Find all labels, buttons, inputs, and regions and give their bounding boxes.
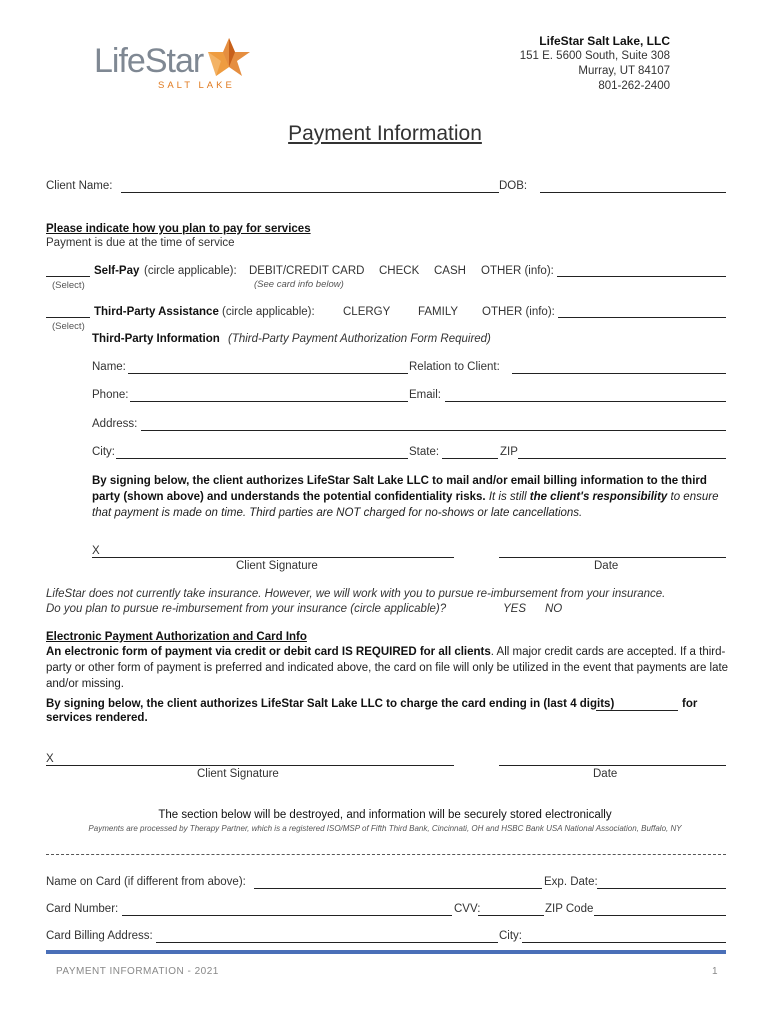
exp-date-label: Exp. Date: <box>544 876 598 888</box>
logo-wordmark: LifeStar <box>94 42 204 80</box>
auth-italic-text-1: It is still <box>488 491 527 503</box>
pay-section-subheading: Payment is due at the time of service <box>46 237 235 249</box>
logo-subtitle: SALT LAKE <box>158 80 235 91</box>
cvv-field[interactable] <box>478 915 544 916</box>
card-info-note: (See card info below) <box>254 279 344 290</box>
electronic-description <box>46 644 730 692</box>
tp-name-label: Name: <box>92 361 126 373</box>
company-address-block <box>520 34 670 94</box>
pay-section-heading: Please indicate how you plan to pay for services <box>46 223 311 235</box>
billing-address-label: Card Billing Address: <box>46 930 153 942</box>
option-debit-credit[interactable]: DEBIT/CREDIT CARD <box>249 265 365 277</box>
tp-email-field[interactable] <box>445 401 726 402</box>
company-name: LifeStar Salt Lake, LLC <box>539 34 670 48</box>
option-cash[interactable]: CASH <box>434 265 466 277</box>
signature-x-mark: X <box>92 545 100 557</box>
card-name-label: Name on Card (if different from above): <box>46 876 246 888</box>
cut-line-divider <box>46 854 726 855</box>
dob-label: DOB: <box>499 180 528 192</box>
third-party-info-label: Third-Party Information <box>92 333 220 345</box>
card-auth-line-2: services rendered. <box>46 712 148 724</box>
client-signature-field-2[interactable] <box>46 765 454 766</box>
electronic-heading: Electronic Payment Authorization and Card Info <box>46 631 307 643</box>
selfpay-select-field[interactable] <box>46 276 90 277</box>
billing-city-label: City: <box>499 930 522 942</box>
selfpay-other-field[interactable] <box>557 276 726 277</box>
date-field-2[interactable] <box>499 765 726 766</box>
cvv-label: CVV: <box>454 903 481 915</box>
option-other-selfpay[interactable]: OTHER (info): <box>481 265 554 277</box>
selfpay-circle-note: (circle applicable): <box>144 265 237 277</box>
auth-italic-bold-text: the client's responsibility <box>529 491 668 503</box>
address-line-1: 151 E. 5600 South, Suite 308 <box>519 50 670 62</box>
logo <box>94 36 254 92</box>
electronic-normal-text: . All major credit cards are accepted. If a third-party or other form of payment is preferred and indicated above, the card on file will only be utilized in the event that payments are late and/or missing. <box>46 646 729 690</box>
tp-address-field[interactable] <box>141 430 726 431</box>
card-number-label: Card Number: <box>46 903 119 915</box>
destroy-heading: The section below will be destroyed, and information will be securely stored electronically <box>158 809 612 821</box>
card-auth-line-1: By signing below, the client authorizes LifeStar Salt Lake LLC to charge the card ending in (last 4 digits) <box>46 698 615 710</box>
card-zip-field[interactable] <box>594 915 726 916</box>
dob-field[interactable] <box>540 192 726 193</box>
option-other-thirdparty[interactable]: OTHER (info): <box>482 306 555 318</box>
third-party-select-field[interactable] <box>46 317 90 318</box>
tp-zip-field[interactable] <box>518 458 726 459</box>
date-label-2: Date <box>593 768 618 780</box>
tp-relation-label: Relation to Client: <box>409 361 500 373</box>
insurance-yes-option[interactable]: YES <box>503 603 527 615</box>
option-check[interactable]: CHECK <box>379 265 420 277</box>
tp-phone-field[interactable] <box>130 401 408 402</box>
auth-bold-text: By signing below, the client authorizes LifeStar Salt Lake LLC to mail and/or email billing information to the third party (shown above) and understands the potential confidentiality risks. <box>92 475 707 503</box>
card-zip-label: ZIP Code <box>545 903 594 915</box>
tp-phone-label: Phone: <box>92 389 129 401</box>
third-party-circle-note: (circle applicable): <box>222 306 315 318</box>
processor-note: Payments are processed by Therapy Partner, which is a registered ISO/MSP of Fifth Third Bank, Cincinnati, OH and HSBC Bank USA National Association, Buffalo, NY <box>88 824 682 833</box>
insurance-line-2: Do you plan to pursue re-imbursement from your insurance (circle applicable)? <box>46 603 447 615</box>
date-field-1[interactable] <box>499 557 726 558</box>
page-footer-bar <box>46 950 726 954</box>
tp-relation-field[interactable] <box>512 373 726 374</box>
card-name-field[interactable] <box>254 888 542 889</box>
logo-star-icon <box>206 36 252 80</box>
client-signature-field-1[interactable] <box>92 557 454 558</box>
tp-city-field[interactable] <box>116 458 408 459</box>
client-signature-label-2: Client Signature <box>197 768 279 780</box>
page-title: Payment Information <box>288 122 482 145</box>
address-line-2: Murray, UT 84107 <box>578 65 670 77</box>
client-signature-label-1: Client Signature <box>236 560 318 572</box>
tp-city-label: City: <box>92 446 115 458</box>
card-number-field[interactable] <box>122 915 452 916</box>
auth-italic-text-2: to ensure that payment is made on time. Third parties are NOT charged for no-shows or late cancellations. <box>92 491 719 519</box>
signature-x-mark-2: X <box>46 753 54 765</box>
tp-state-label: State: <box>409 446 440 458</box>
tp-state-field[interactable] <box>442 458 498 459</box>
third-party-info-note: (Third-Party Payment Authorization Form Required) <box>228 333 491 345</box>
insurance-line-1: LifeStar does not currently take insurance. However, we will work with you to pursue re-imbursement from your insurance. <box>46 588 666 600</box>
page-number: 1 <box>712 966 719 977</box>
third-party-select-note: (Select) <box>52 321 85 332</box>
card-auth-for: for <box>682 698 698 710</box>
exp-date-field[interactable] <box>597 888 726 889</box>
company-phone: 801-262-2400 <box>598 80 670 92</box>
billing-city-field[interactable] <box>522 942 726 943</box>
client-name-label: Client Name: <box>46 180 113 192</box>
insurance-no-option[interactable]: NO <box>545 603 563 615</box>
tp-zip-label: ZIP <box>500 446 518 458</box>
tp-name-field[interactable] <box>128 373 408 374</box>
tp-email-label: Email: <box>409 389 441 401</box>
billing-address-field[interactable] <box>156 942 498 943</box>
option-clergy[interactable]: CLERGY <box>343 306 391 318</box>
selfpay-label: Self-Pay <box>94 265 140 277</box>
option-family[interactable]: FAMILY <box>418 306 459 318</box>
third-party-label: Third-Party Assistance <box>94 306 219 318</box>
last-four-digits-field[interactable] <box>596 710 678 711</box>
third-party-authorization-text <box>92 473 732 521</box>
electronic-required-text: An electronic form of payment via credit or debit card IS REQUIRED for all clients <box>46 646 491 658</box>
selfpay-select-note: (Select) <box>52 280 85 291</box>
date-label-1: Date <box>594 560 619 572</box>
tp-address-label: Address: <box>92 418 138 430</box>
footer-label: PAYMENT INFORMATION - 2021 <box>56 966 219 977</box>
client-name-field[interactable] <box>121 192 499 193</box>
thirdparty-other-field[interactable] <box>558 317 726 318</box>
